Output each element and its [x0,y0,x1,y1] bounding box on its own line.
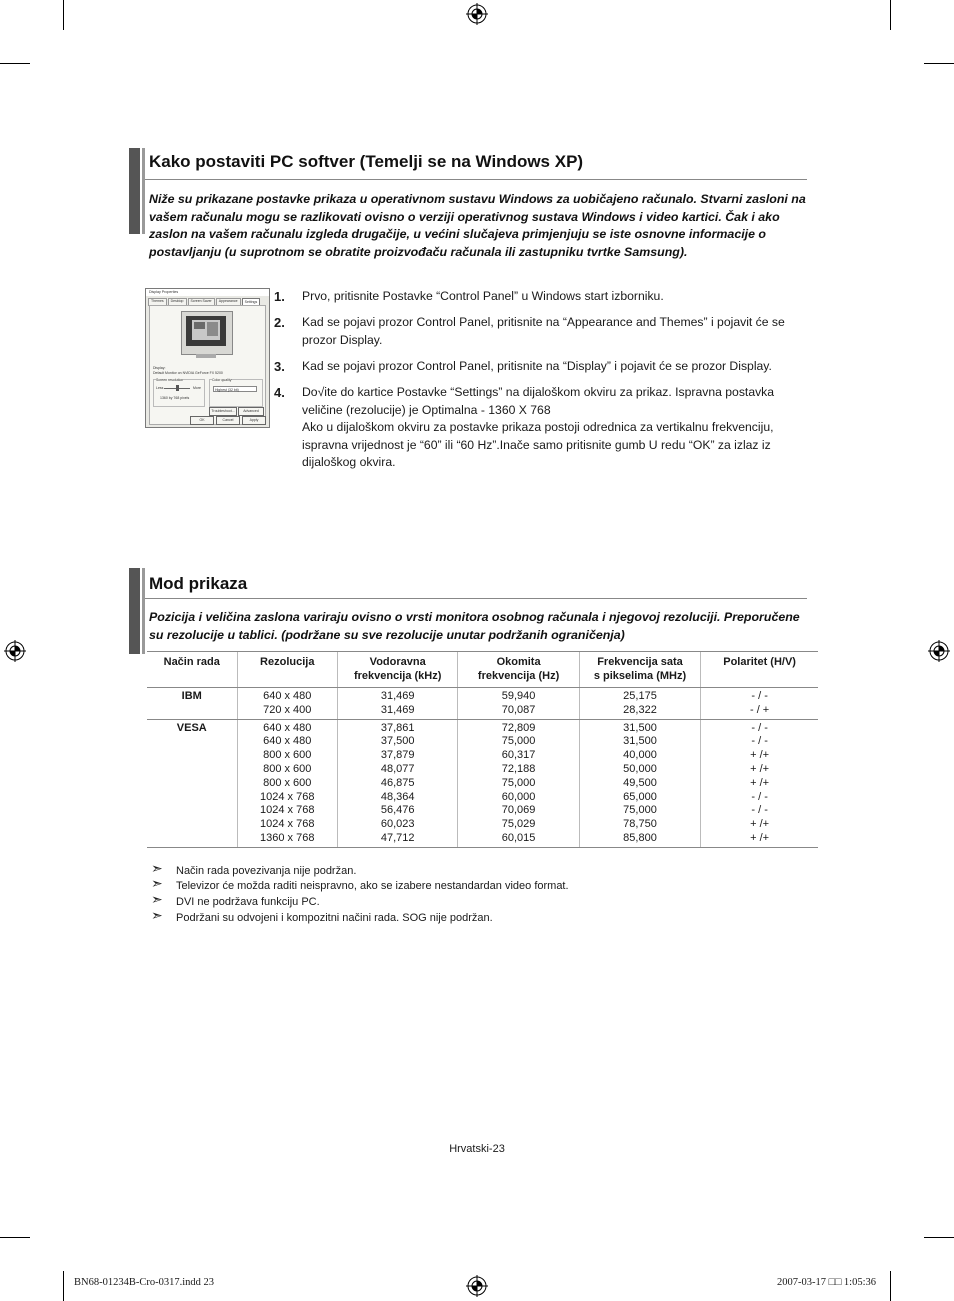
crop-mark [924,1237,954,1238]
step-item [274,314,814,352]
hfreq-cell [338,719,458,847]
section-accent-bar [142,148,145,234]
vfreq-value: 60,000 [501,790,536,803]
polarity-value: - / + [749,703,770,716]
crop-mark [890,1271,891,1301]
resolution-cell [237,688,337,720]
vfreq-value: 59,940 [501,690,536,702]
hfreq-value: 46,875 [380,776,415,789]
polarity-value: + /+ [750,749,770,762]
hfreq-value: 48,077 [380,762,415,775]
hfreq-value: 37,500 [380,735,415,748]
polarity-value: + /+ [750,818,770,831]
clock-value: 25,175 [623,690,657,702]
vfreq-value: 70,087 [501,703,536,716]
section-rule [145,598,807,599]
dialog-title: Display Properties [146,289,269,296]
step-number: 2. [274,315,285,330]
step-number: 4. [274,385,285,400]
vfreq-value: 70,069 [501,804,536,817]
polarity-value: - / - [751,721,768,734]
apply-button[interactable]: Apply [242,416,266,425]
display-label: Display: [153,366,166,370]
clock-value: 31,500 [623,721,657,734]
clock-value: 49,500 [623,776,657,789]
hfreq-value: 37,879 [380,749,415,762]
vfreq-cell [458,688,579,720]
step-text: Kad se pojavi prozor Control Panel, pritisnite na “Appearance and Themes” i pojavit će se prozor Display. [302,315,785,347]
resolution-value: 800 x 600 [263,749,312,762]
tab-appearance[interactable]: Appearance [216,298,241,306]
cancel-button[interactable]: Cancel [216,416,240,425]
step-text: Prvo, pritisnite Postavke “Control Panel” u Windows start izborniku. [302,289,664,303]
hfreq-value: 37,861 [380,721,415,734]
resolution-value: 1360 x 768 [260,831,315,844]
clock-value: 40,000 [623,749,657,762]
resolution-value: 1360 by 768 pixels [160,396,190,400]
registration-mark-icon [4,640,26,662]
section-title: Mod prikaza [149,574,248,593]
column-header: Vodoravna frekvencija (kHz) [338,652,458,688]
registration-mark-icon [466,3,488,25]
polarity-value: - / - [751,690,768,702]
vfreq-value: 75,029 [501,818,536,831]
tab-screen-saver[interactable]: Screen Saver [188,298,215,306]
less-label: Less [156,386,164,390]
clock-value: 28,322 [623,703,657,716]
arrow-icon: ➣ [151,875,163,891]
hfreq-value: 60,023 [380,818,415,831]
polarity-value: + /+ [750,762,770,775]
advanced-button[interactable]: Advanced [238,407,264,416]
clock-value: 78,750 [623,818,657,831]
clock-value: 31,500 [623,735,657,748]
registration-mark-icon [466,1275,488,1297]
table-row [147,719,818,847]
polarity-value: + /+ [750,831,770,844]
mode-cell: VESA [147,719,237,847]
crop-mark [924,63,954,64]
note-text: Način rada povezivanja nije podržan. [176,865,357,877]
resolution-value: 800 x 600 [263,762,312,775]
column-header: Frekvencija sata s pikselima (MHz) [579,652,700,688]
crop-mark [0,63,30,64]
column-header: Način rada [147,652,237,688]
vfreq-value: 72,809 [501,721,536,734]
polarity-value: - / - [751,790,768,803]
step-item [274,384,814,474]
clock-value: 50,000 [623,762,657,775]
vfreq-value: 75,000 [501,776,536,789]
display-properties-dialog [145,288,270,428]
note-text: Televizor će možda raditi neispravno, ako se izabere nestandardan video format. [176,880,569,892]
resolution-value: 640 x 480 [263,690,312,702]
section-intro: Niže su prikazane postavke prikaza u operativnom sustavu Windows za uobičajeno računalo. Stvarni zasloni na vašem računalu mogu se razlikovati ovisno o verziji operativnog sustava Windows i video kartici. Čak i ako zaslon na vašem računalu izgleda drugačije, u većini slučajeva primjenjuju se iste osnovne informacije o postavljanju (u suprotnom se obratite proizvođaču računala ili zastupniku tvrtke Samsung). [149,192,806,260]
step-number: 1. [274,289,285,304]
resolution-group [153,379,205,407]
ok-button[interactable]: OK [190,416,214,425]
section-accent-bar [129,148,140,234]
display-value: Default Monitor on NVIDIA GeForce FX 5200 [153,371,223,375]
slug-datetime: 2007-03-17 □□ 1:05:36 [776,1277,876,1288]
color-quality-select[interactable]: Highest (32 bit) [213,386,257,392]
color-quality-label: Color quality [212,378,232,382]
crop-mark [63,1271,64,1301]
column-header: Rezolucija [237,652,337,688]
clock-value: 65,000 [623,790,657,803]
hfreq-value: 56,476 [380,804,415,817]
clock-cell [579,719,700,847]
more-label: More [193,386,201,390]
display-modes-table [147,651,818,848]
resolution-value: 1024 x 768 [260,818,315,831]
mode-cell: IBM [147,688,237,720]
arrow-icon: ➣ [151,907,163,923]
vfreq-value: 75,000 [501,735,536,748]
resolution-value: 800 x 600 [263,776,312,789]
monitor-preview-icon [181,311,233,355]
slug-filename: BN68-01234B-Cro-0317.indd 23 [74,1277,214,1288]
table-row [147,688,818,720]
troubleshoot-button[interactable]: Troubleshoot... [209,407,237,416]
polarity-value: - / - [751,735,768,748]
column-header: Polaritet (H/V) [701,652,818,688]
note-text: DVI ne podržava funkciju PC. [176,896,320,908]
note-text: Podržani su odvojeni i kompozitni načini rada. SOG nije podržan. [176,912,493,924]
crop-mark [63,0,64,30]
step-number: 3. [274,359,285,374]
resolution-cell [237,719,337,847]
vfreq-cell [458,719,579,847]
crop-mark [0,1237,30,1238]
step-text: Kad se pojavi prozor Control Panel, pritisnite na “Display” i pojavit će se prozor Display. [302,359,772,373]
polarity-cell [701,688,818,720]
column-header: Okomita frekvencija (Hz) [458,652,579,688]
registration-mark-icon [928,640,950,662]
crop-mark [890,0,891,30]
polarity-value: - / - [751,804,768,817]
section-accent-bar [129,568,140,654]
dialog-panel [149,305,266,425]
hfreq-value: 31,469 [380,703,415,716]
slider-thumb[interactable] [176,385,179,391]
vfreq-value: 72,188 [501,762,536,775]
page-number: Hrvatski-23 [449,1143,505,1155]
resolution-value: 1024 x 768 [260,804,315,817]
hfreq-value: 48,364 [380,790,415,803]
resolution-label: Screen resolution [156,378,184,382]
arrow-icon: ➣ [151,891,163,907]
tab-desktop[interactable]: Desktop [168,298,187,306]
resolution-value: 640 x 480 [263,735,312,748]
step-item [274,358,814,378]
hfreq-cell [338,688,458,720]
hfreq-value: 31,469 [380,690,415,702]
section-title: Kako postaviti PC softver (Temelji se na Windows XP) [149,152,584,171]
monitor-stand [196,354,216,358]
vfreq-value: 60,015 [501,831,536,844]
section-intro: Pozicija i veličina zaslona variraju ovisno o vrsti monitora osobnog računala i njegovoj rezoluciji. Preporučene su rezolucije u tablici. (podržane su sve rezolucije unutar podržanih ograničenja) [149,610,800,642]
polarity-value: + /+ [750,776,770,789]
step-text: Do√ite do kartice Postavke “Settings” na dijaloškom okviru za prikaz. Ispravna postavka veličine (rezolucije) je Optimalna - 1360 X 768 Ako u dijaloškom okviru za postavke prikaza postoji odrednica za vertikalnu frekvenciju, ispravna vrijednost je “60” ili “60 Hz”.Inače samo pritisnite gumb U redu “OK” za izlaz iz dijaloškog okvira. [302,385,775,470]
tab-settings[interactable]: Settings [242,298,261,306]
section-accent-bar [142,568,145,654]
table-header-row [147,652,818,688]
clock-cell [579,688,700,720]
clock-value: 85,800 [623,831,657,844]
clock-value: 75,000 [623,804,657,817]
resolution-value: 1024 x 768 [260,790,315,803]
color-quality-group [209,379,263,407]
section-rule [145,179,807,180]
step-item [274,288,814,308]
tab-themes[interactable]: Themes [148,298,167,306]
resolution-value: 720 x 400 [263,703,312,716]
hfreq-value: 47,712 [380,831,415,844]
polarity-cell [701,719,818,847]
arrow-icon: ➣ [151,860,163,876]
resolution-value: 640 x 480 [263,721,312,734]
vfreq-value: 60,317 [501,749,536,762]
